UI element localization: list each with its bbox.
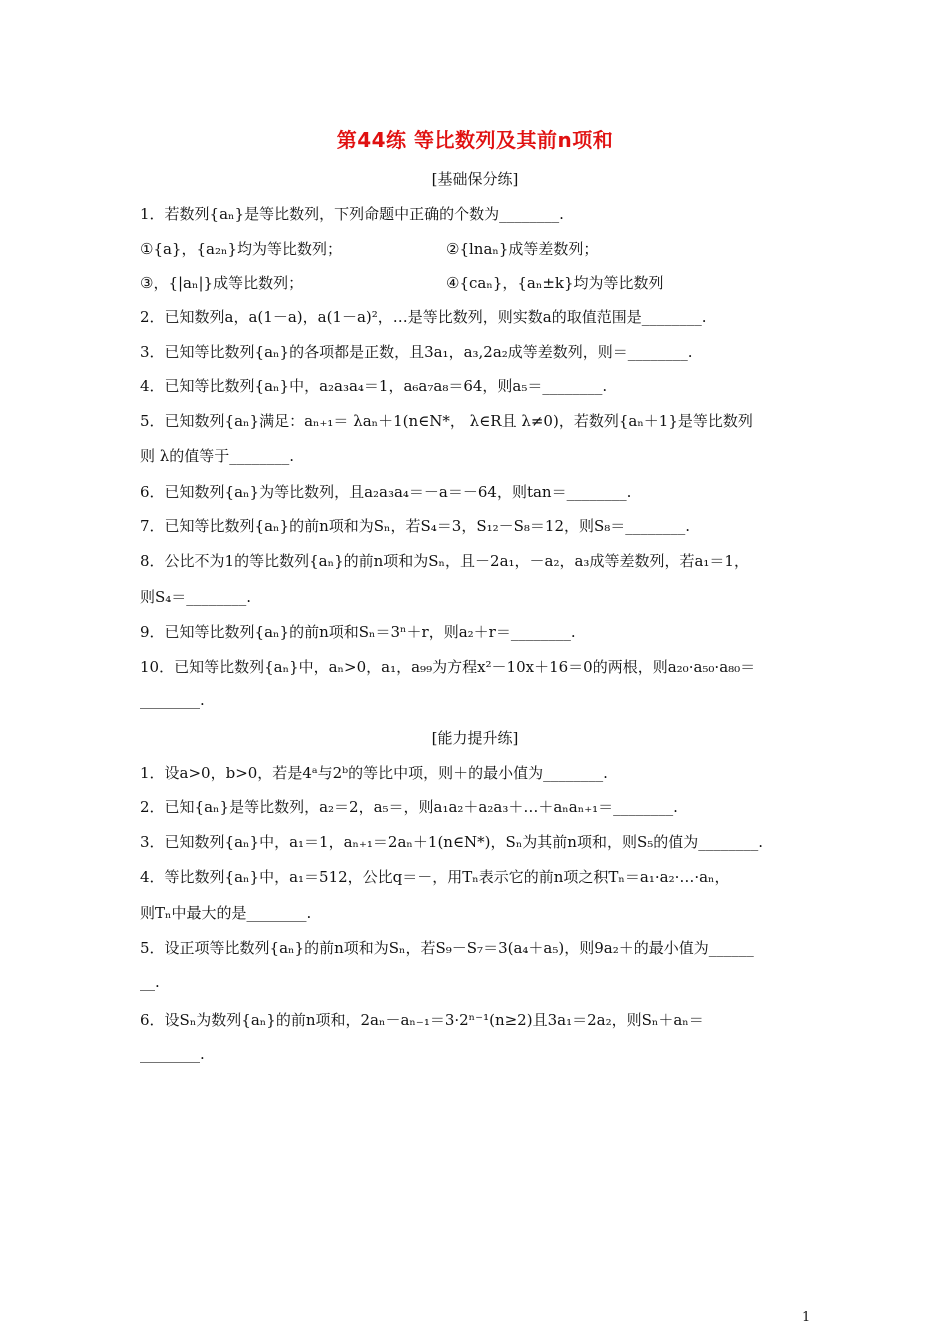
advanced-question-6-line-2: ________. [140, 1045, 205, 1063]
question-1-option-2: ②{lnaₙ}成等差数列； [446, 240, 599, 258]
question-5-line-2: 则 λ的值等于________. [140, 447, 295, 465]
question-7: 7．已知等比数列{aₙ}的前n项和为Sₙ，若S₄＝3，S₁₂－S₈＝12，则S₈＝________. [140, 517, 691, 535]
advanced-question-1: 1．设a>0，b>0，若是4ᵃ与2ᵇ的等比中项，则＋的最小值为________. [140, 764, 608, 782]
advanced-question-4-line-1: 4．等比数列{aₙ}中，a₁＝512，公比q＝－，用Tₙ表示它的前n项之积Tₙ＝a₁·a₂·…·aₙ， [140, 868, 730, 886]
question-10-line-2: ________. [140, 691, 205, 709]
advanced-question-2: 2．已知{aₙ}是等比数列，a₂＝2，a₅＝，则a₁a₂＋a₂a₃＋…＋aₙaₙ₊₁＝________. [140, 798, 678, 816]
question-3: 3．已知等比数列{aₙ}的各项都是正数，且3a₁，a₃,2a₂成等差数列，则＝________. [140, 343, 693, 361]
advanced-question-5-line-2: __. [140, 973, 160, 991]
question-4: 4．已知等比数列{aₙ}中，a₂a₃a₄＝1，a₆a₇a₈＝64，则a₅＝________. [140, 377, 608, 395]
question-6: 6．已知数列{aₙ}为等比数列，且a₂a₃a₄＝－a＝－64，则tan＝________. [140, 483, 632, 501]
advanced-question-3: 3．已知数列{aₙ}中，a₁＝1，aₙ₊₁＝2aₙ＋1(n∈N*)，Sₙ为其前n项和，则S₅的值为________. [140, 833, 764, 851]
question-1: 1．若数列{aₙ}是等比数列，下列命题中正确的个数为________. [140, 205, 564, 223]
question-9: 9．已知等比数列{aₙ}的前n项和Sₙ＝3ⁿ＋r，则a₂＋r＝________. [140, 623, 576, 641]
page-title: 第44练 等比数列及其前n项和 [336, 128, 614, 152]
question-1-option-3: ③，{|aₙ|}成等比数列； [140, 274, 304, 292]
question-2: 2．已知数列a，a(1－a)，a(1－a)²，…是等比数列，则实数a的取值范围是________. [140, 308, 707, 326]
question-1-option-4: ④{caₙ}，{aₙ±k}均为等比数列 [446, 274, 664, 292]
advanced-question-5-line-1: 5．设正项等比数列{aₙ}的前n项和为Sₙ，若S₉－S₇＝3(a₄＋a₅)，则9a₂＋的最小值为______ [140, 939, 754, 957]
advanced-question-4-line-2: 则Tₙ中最大的是________. [140, 904, 312, 922]
section-heading-advanced: [能力提升练] [431, 729, 519, 747]
question-8-line-2: 则S₄＝________. [140, 588, 252, 606]
advanced-question-6-line-1: 6．设Sₙ为数列{aₙ}的前n项和，2aₙ－aₙ₋₁＝3·2ⁿ⁻¹(n≥2)且3a₁＝2a₂，则Sₙ＋aₙ＝ [140, 1011, 704, 1029]
question-1-option-1: ①{a}，{a₂ₙ}均为等比数列； [140, 240, 343, 258]
section-heading-basic: [基础保分练] [431, 170, 519, 188]
page-number: 1 [802, 1310, 811, 1325]
question-5-line-1: 5．已知数列{aₙ}满足：aₙ₊₁＝ λaₙ＋1(n∈N*， λ∈R且 λ≠0)，若数列{aₙ＋1}是等比数列 [140, 412, 753, 430]
question-8-line-1: 8．公比不为1的等比数列{aₙ}的前n项和为Sₙ，且－2a₁，－a₂，a₃成等差数列，若a₁＝1， [140, 552, 749, 570]
question-10-line-1: 10．已知等比数列{aₙ}中，aₙ>0，a₁，a₉₉为方程x²－10x＋16＝0的两根，则a₂₀·a₅₀·a₈₀＝ [140, 658, 756, 676]
